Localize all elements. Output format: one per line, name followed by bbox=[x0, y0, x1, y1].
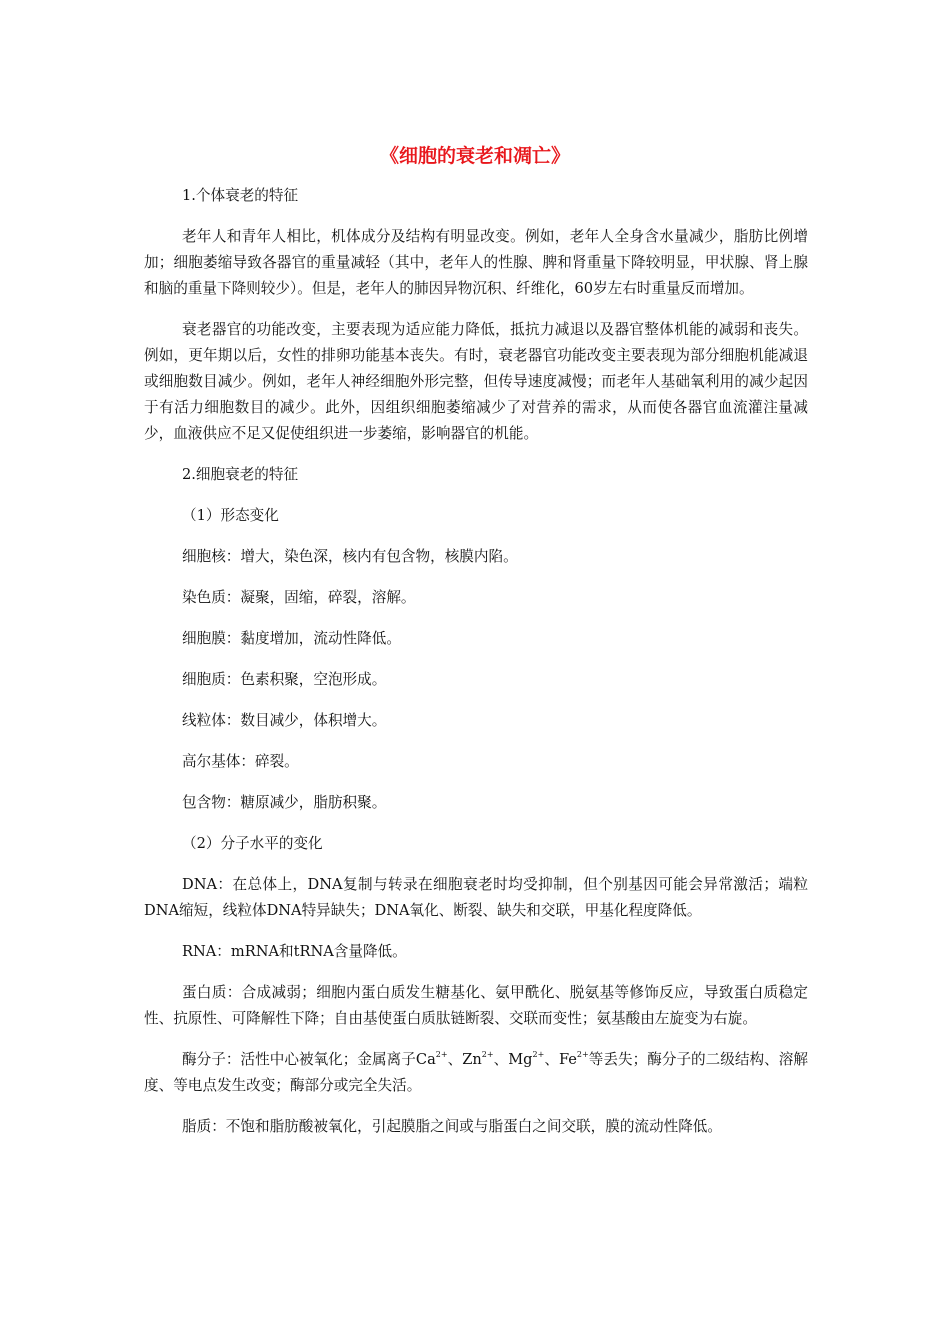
morph-item-membrane: 细胞膜：黏度增加，流动性降低。 bbox=[182, 630, 401, 647]
document-title: 《细胞的衰老和凋亡》 bbox=[379, 145, 570, 167]
subsection-heading: （1）形态变化 bbox=[182, 507, 279, 524]
morph-item-mitochondria: 线粒体：数目减少，体积增大。 bbox=[182, 712, 387, 729]
molecular-protein: 蛋白质：合成减弱；细胞内蛋白质发生糖基化、氨甲酰化、脱氨基等修饰反应，导致蛋白质稳定性、抗原性、可降解性下降；自由基使蛋白质肽链断裂、交联而变性；氨基酸由左旋变为右旋。 bbox=[144, 984, 808, 1027]
document-body bbox=[144, 183, 808, 1155]
paragraph: 衰老器官的功能改变，主要表现为适应能力降低，抵抗力减退以及器官整体机能的减弱和丧失。例如，更年期以后，女性的排卵功能基本丧失。有时，衰老器官功能改变主要表现为部分细胞机能减退或细胞数目减少。例如，老年人神经细胞外形完整，但传导速度减慢；而老年人基础氧利用的减少起因于有活力细胞数目的减少。此外，因组织细胞萎缩减少了对营养的需求，从而使各器官血流灌注量减少，血液供应不足又促使组织进一步萎缩，影响器官的机能。 bbox=[144, 321, 808, 442]
morph-item-golgi: 高尔基体：碎裂。 bbox=[182, 753, 299, 770]
morph-item-cytoplasm: 细胞质：色素积聚，空泡形成。 bbox=[182, 671, 387, 688]
subsection-heading: （2）分子水平的变化 bbox=[182, 835, 323, 852]
molecular-lipid: 脂质：不饱和脂肪酸被氧化，引起膜脂之间或与脂蛋白之间交联，膜的流动性降低。 bbox=[182, 1118, 722, 1135]
molecular-enzyme: 酶分子：活性中心被氧化；金属离子$Ca^{2+}$、$Zn^{2+}$、$Mg^{2+}$、$Fe^{2+}$等丢失；酶分子的二级结构、溶解度、等电点发生改变；酶部分或完全失活。 bbox=[144, 1050, 808, 1094]
molecular-dna: DNA：在总体上，DNA复制与转录在细胞衰老时均受抑制，但个别基因可能会异常激活；端粒DNA缩短，线粒体DNA特异缺失；DNA氧化、断裂、缺失和交联，甲基化程度降低。 bbox=[144, 876, 808, 919]
section-1-heading: 1.个体衰老的特征 bbox=[182, 187, 299, 204]
section-2-heading: 2.细胞衰老的特征 bbox=[182, 466, 299, 483]
morph-item-chromatin: 染色质：凝聚，固缩，碎裂，溶解。 bbox=[182, 589, 416, 606]
morph-item-inclusions: 包含物：糖原减少，脂肪积聚。 bbox=[182, 794, 387, 811]
morph-item-nucleus: 细胞核：增大，染色深，核内有包含物，核膜内陷。 bbox=[182, 548, 518, 565]
molecular-rna: RNA：mRNA和tRNA含量降低。 bbox=[182, 943, 407, 960]
paragraph: 老年人和青年人相比，机体成分及结构有明显改变。例如，老年人全身含水量减少，脂肪比例增加；细胞萎缩导致各器官的重量减轻（其中，老年人的性腺、脾和肾重量下降较明显，甲状腺、肾上腺和脑的重量下降则较少）。但是，老年人的肺因异物沉积、纤维化，60岁左右时重量反而增加。 bbox=[144, 228, 808, 297]
